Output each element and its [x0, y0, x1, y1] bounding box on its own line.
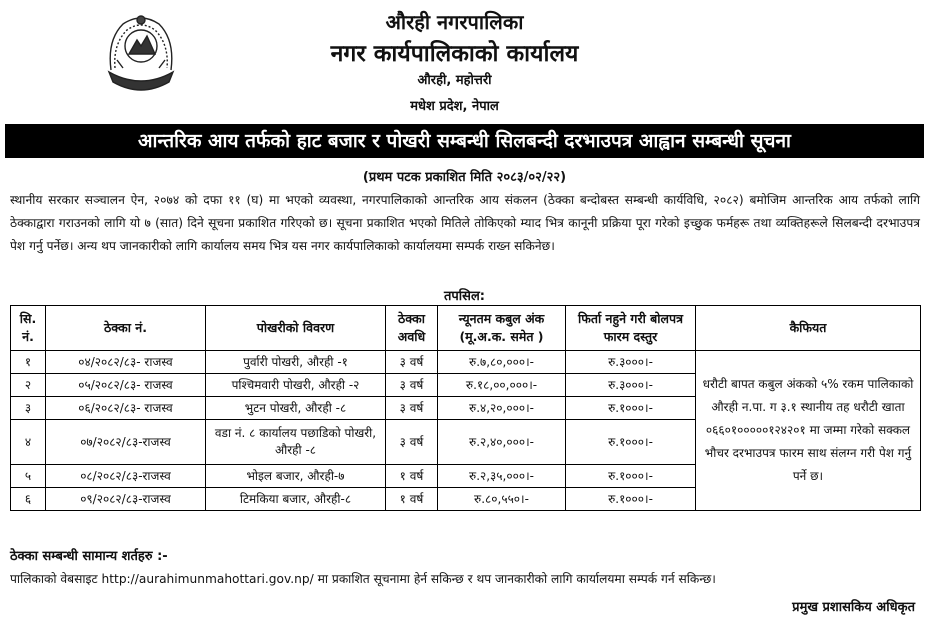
cell-contract-no: ०६/२०८२/८३- राजस्व [46, 397, 206, 420]
publication-date: (प्रथम पटक प्रकाशित मिति २०८३/०२/२२) [362, 170, 567, 185]
cell-pond: भोइल बजार, औरही-७ [206, 465, 386, 488]
header-remarks: कैफियत [696, 306, 921, 351]
cell-sn: ३ [11, 397, 46, 420]
header-contract-no: ठेक्का नं. [46, 306, 206, 351]
cell-sn: १ [11, 351, 46, 374]
table-header-row [11, 306, 921, 351]
cell-pond: टिमकिया बजार, औरही-८ [206, 488, 386, 511]
table-title: तपसिल: [444, 289, 485, 304]
terms-text: पालिकाको वेबसाइट http://aurahimunmahottari.gov.np/ मा प्रकाशित सूचनामा हेर्न सकिन्छ र थप जानकारीको लागि कार्यालयमा सम्पर्क गर्न सकिन्छ। [10, 572, 716, 586]
office-name: नगर कार्यपालिकाको कार्यालय [330, 41, 579, 67]
header-duration: ठेक्का अवधि [386, 306, 438, 351]
cell-fee: रु.३०००।- [566, 374, 696, 397]
cell-contract-no: ०५/२०८२/८३- राजस्व [46, 374, 206, 397]
cell-pond: वडा नं. ८ कार्यालय पछाडिको पोखरी, औरही -८ [206, 420, 386, 465]
cell-contract-no: ०८/२०८२/८३-राजस्व [46, 465, 206, 488]
cell-contract-no: ०७/२०८२/८३-राजस्व [46, 420, 206, 465]
cell-min-amount: रु.२,४०,०००।- [438, 420, 566, 465]
cell-sn: २ [11, 374, 46, 397]
signature-title: प्रमुख प्रशासकिय अधिकृत [792, 600, 915, 615]
terms-heading: ठेक्का सम्बन्धी सामान्य शर्तहरु :- [10, 549, 168, 564]
cell-pond: पुर्वारी पोखरी, औरही -१ [206, 351, 386, 374]
cell-contract-no: ०९/२०८२/८३-राजस्व [46, 488, 206, 511]
cell-min-amount: रु.७,८०,०००।- [438, 351, 566, 374]
cell-duration: ३ वर्ष [386, 420, 438, 465]
cell-min-amount: रु.१८,००,०००।- [438, 374, 566, 397]
header-fee: फिर्ता नहुने गरी बोलपत्र फारम दस्तुर [566, 306, 696, 351]
cell-fee: रु.१०००।- [566, 465, 696, 488]
cell-remarks: धरौटी बापत कबुल अंकको ५% रकम पालिकाको औरही न.पा. ग ३.१ स्थानीय तह धरौटी खाता ०६६०१०००००१२४२०१ मा जम्मा गरेको सक्कल भौचर दरभाउपत्र फारम साथ संलग्न गरी पेश गर्नु पर्ने छ। [696, 351, 921, 511]
cell-duration: ३ वर्ष [386, 397, 438, 420]
cell-pond: पश्चिमवारी पोखरी, औरही -२ [206, 374, 386, 397]
cell-fee: रु.१०००।- [566, 420, 696, 465]
cell-duration: १ वर्ष [386, 488, 438, 511]
cell-duration: ३ वर्ष [386, 351, 438, 374]
cell-contract-no: ०४/२०८२/८३- राजस्व [46, 351, 206, 374]
header-pond: पोखरीको विवरण [206, 306, 386, 351]
cell-sn: ४ [11, 420, 46, 465]
cell-pond: भुटन पोखरी, औरही -८ [206, 397, 386, 420]
cell-sn: ६ [11, 488, 46, 511]
cell-min-amount: रु.८०,५५०।- [438, 488, 566, 511]
cell-duration: ३ वर्ष [386, 374, 438, 397]
cell-min-amount: रु.४,२०,०००।- [438, 397, 566, 420]
cell-fee: रु.३०००।- [566, 351, 696, 374]
cell-sn: ५ [11, 465, 46, 488]
header-min-amount: न्यूनतम कबुल अंक (मू.अ.क. समेत ) [438, 306, 566, 351]
contract-table [10, 305, 921, 511]
municipality-name: औरही नगरपालिका [385, 10, 524, 34]
cell-min-amount: रु.२,३५,०००।- [438, 465, 566, 488]
table-row [11, 351, 921, 374]
province-country: मधेश प्रदेश, नेपाल [410, 99, 499, 114]
cell-fee: रु.१०००।- [566, 397, 696, 420]
cell-duration: १ वर्ष [386, 465, 438, 488]
office-location: औरही, महोत्तरी [417, 73, 492, 88]
notice-body: स्थानीय सरकार सञ्चालन ऐन, २०७४ को दफा ११ (घ) मा भएको व्यवस्था, नगरपालिकाको आन्तरिक आय संकलन (ठेक्का बन्दोबस्त सम्बन्धी कार्यविधि, २०८२) बमोजिम आन्तरिक आय तर्फको लागि ठेक्काद्वारा गराउनको लागि यो ७ (सात) दिने सूचना प्रकाशित गरिएको छ। सूचना प्रकाशित भएको मितिले तोकिएको म्याद भित्र कानूनी प्रक्रिया पूरा गरेको इच्छुक फर्महरू तथा व्यक्तिहरूले सिलबन्दी दरभाउपत्र पेश गर्नु पर्नेछ। अन्य थप जानकारीको लागि कार्यालय समय भित्र यस नगर कार्यपालिकाको कार्यालयमा सम्पर्क राख्न सकिनेछ। [10, 193, 920, 253]
cell-fee: रु.१०००।- [566, 488, 696, 511]
header-sn: सि. नं. [11, 306, 46, 351]
notice-title-banner: आन्तरिक आय तर्फको हाट बजार र पोखरी सम्बन्धी सिलबन्दी दरभाउपत्र आह्वान सम्बन्धी सूचना [5, 124, 924, 158]
